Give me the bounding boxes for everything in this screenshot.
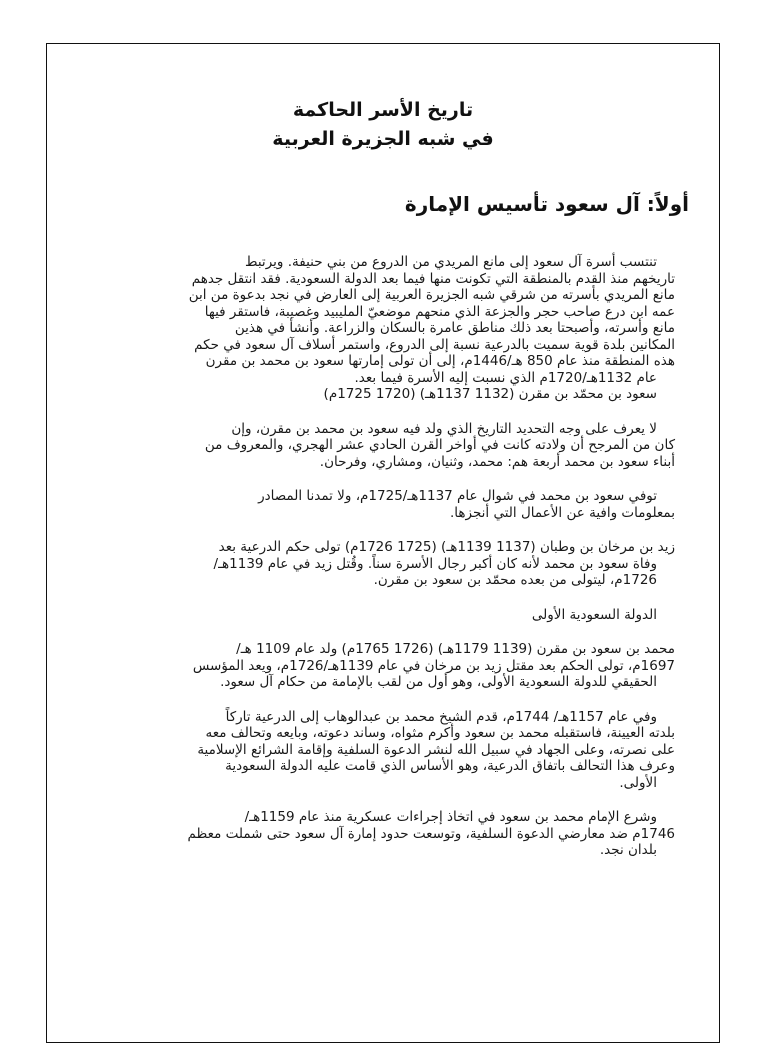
paragraph: [83, 421, 675, 471]
paragraph: [83, 809, 675, 859]
document-body: [83, 254, 675, 877]
paragraph-line: 1726م، ليتولى من بعده محمّد بن سعود بن مقرن.: [373, 572, 657, 588]
paragraph-line: زيد بن مرخان بن وطبان (1137 1139هـ) (1725 1726م) تولى حكم الدرعية بعد: [218, 539, 675, 555]
paragraph: [83, 641, 675, 691]
subsection-heading: الدولة السعودية الأولى: [531, 606, 657, 623]
paragraph-line: عمه ابن درع صاحب حجر والجزعة الذي منحهم موضعيّ المليبيد وغصيبة، فاستقر فيها: [204, 303, 675, 320]
paragraph-line: مانع وأسرته، وأصبحتا بعد ذلك مناطق عامرة بالسكان والزراعة. وأنشأ في هذين: [234, 320, 675, 336]
document-page: [46, 43, 720, 1043]
title-line-2: في شبه الجزيرة العربية: [272, 128, 494, 150]
document-title: [47, 96, 719, 154]
paragraph-line: توفي سعود بن محمد في شوال عام 1137هـ/1725م، ولا تمدنا المصادر: [258, 488, 657, 504]
paragraph-line: سعود بن محمّد بن مقرن (1132 1137هـ) (1720 1725م): [323, 386, 657, 402]
paragraph-line: المكانين بلدة قوية سميت بالدرعية نسبة إلى الدروع، واستمر أسلاف آل سعود في حكم: [194, 336, 675, 353]
paragraph-line: عام 1132هـ/1720م الذي نسبت إليه الأسرة فيما بعد.: [354, 369, 657, 386]
paragraph-line: وفي عام 1157هـ/ 1744م، قدم الشيخ محمد بن عبدالوهاب إلى الدرعية تاركاً: [225, 708, 657, 725]
paragraph: [83, 709, 675, 792]
paragraph-line: على نصرته، وعلى الجهاد في سبيل الله لنشر الدعوة السلفية وإقامة الشرائع الإسلامية: [197, 741, 675, 758]
paragraph-line: 1746م ضد معارضي الدعوة السلفية، وتوسعت حدود إمارة آل سعود حتى شملت معظم: [187, 825, 675, 842]
paragraph-line: هذه المنطقة منذ عام 850 هـ/1446م، إلى أن تولى إمارتها سعود بن محمد بن مقرن: [205, 353, 675, 369]
paragraph: [83, 254, 675, 403]
section-heading: أولاً: آل سعود تأسيس الإمارة: [404, 192, 689, 216]
paragraph-line: مانع المريدي بأسرته من شرقي شبه الجزيرة العربية إلى العارض في نجد بدعوة من ابن: [188, 287, 675, 303]
paragraph-line: محمد بن سعود بن مقرن (1139 1179هـ) (1726 1765م) ولد عام 1109 هـ/: [236, 641, 675, 657]
paragraph-line: بلدان نجد.: [599, 842, 657, 858]
paragraph-line: 1697م، تولى الحكم بعد مقتل زيد بن مرخان في عام 1139هـ/1726م، ويعد المؤسس: [192, 657, 675, 674]
paragraph-line: لا يعرف على وجه التحديد التاريخ الذي ولد فيه سعود بن محمد بن مقرن، وإن: [231, 420, 657, 437]
paragraph-line: الأولى.: [619, 774, 657, 791]
paragraph-line: تاريخهم منذ القدم بالمنطقة التي تكونت منها فيما بعد الدولة السعودية. فقد انتقل جدهم: [191, 270, 675, 287]
paragraph-line: تنتسب أسرة آل سعود إلى مانع المريدي من الدروع من بني حنيفة. ويرتبط: [245, 254, 657, 270]
paragraph-line: وشرع الإمام محمد بن سعود في اتخاذ إجراءات عسكرية منذ عام 1159هـ/: [244, 809, 657, 825]
paragraph-line: أبناء سعود بن محمد أربعة هم: محمد، وثنيان، ومشاري، وفرحان.: [319, 453, 675, 470]
paragraph-line: الحقيقي للدولة السعودية الأولى، وهو أول من لقب بالإمامة من حكام آل سعود.: [220, 674, 657, 690]
title-line-1: تاريخ الأسر الحاكمة: [292, 99, 474, 121]
paragraph: [83, 488, 675, 521]
paragraph-line: وعرف هذا التحالف باتفاق الدرعية، وهو الأساس الذي قامت عليه الدولة السعودية: [225, 758, 675, 774]
paragraph-line: كان من المرجح أن ولادته كانت في أواخر القرن الحادي عشر الهجري، والمعروف من: [204, 437, 675, 453]
paragraph-line: بلدته العيينة، فاستقبله محمد بن سعود وأكرم مثواه، وساند دعوته، وبايعه وتحالف معه: [205, 725, 675, 741]
paragraph-line: وفاة سعود بن محمد لأنه كان أكبر رجال الأسرة سناً. وقُتل زيد في عام 1139هـ/: [213, 555, 657, 572]
paragraph: [83, 539, 675, 589]
paragraph-line: بمعلومات وافية عن الأعمال التي أنجزها.: [449, 504, 675, 521]
